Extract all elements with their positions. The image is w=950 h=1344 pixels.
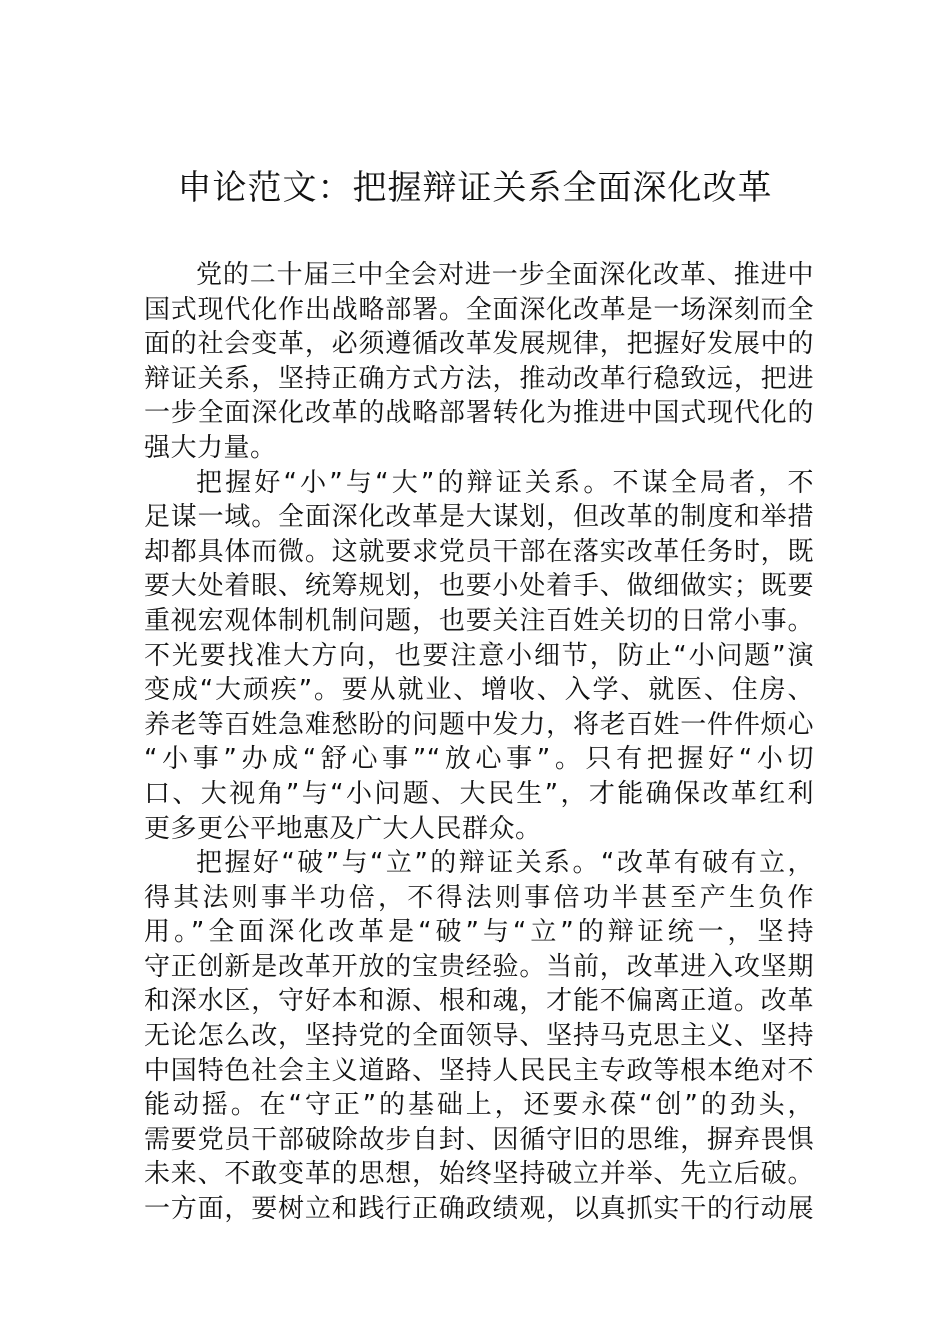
text-line: 养老等百姓急难愁盼的问题中发力，将老百姓一件件烦心 — [144, 709, 814, 740]
text-line: “小事”办成“舒心事”“放心事”。只有把握好“小切 — [144, 744, 814, 775]
text-line: 得其法则事半功倍，不得法则事倍功半甚至产生负作 — [144, 882, 814, 913]
text-line: 把握好“小”与“大”的辩证关系。不谋全局者，不 — [196, 467, 814, 498]
document-body — [144, 258, 814, 1227]
text-line: 要大处着眼、统筹规划，也要小处着手、做细做实；既要 — [144, 571, 814, 602]
text-line: 用。”全面深化改革是“破”与“立”的辩证统一，坚持 — [144, 917, 814, 948]
text-line: 一步全面深化改革的战略部署转化为推进中国式现代化的 — [144, 398, 814, 429]
text-line: 更多更公平地惠及广大人民群众。 — [144, 813, 542, 844]
document-title: 申论范文：把握辩证关系全面深化改革 — [177, 168, 773, 208]
text-line: 面的社会变革，必须遵循改革发展规律，把握好发展中的 — [144, 329, 814, 360]
text-line: 一方面，要树立和践行正确政绩观，以真抓实干的行动展 — [144, 1194, 814, 1225]
text-line: 无论怎么改，坚持党的全面领导、坚持马克思主义、坚持 — [144, 1021, 814, 1052]
text-line: 口、大视角”与“小问题、大民生”，才能确保改革红利 — [144, 778, 814, 809]
text-line: 守正创新是改革开放的宝贵经验。当前，改革进入攻坚期 — [144, 951, 814, 982]
text-line: 需要党员干部破除故步自封、因循守旧的思维，摒弃畏惧 — [144, 1124, 814, 1155]
text-line: 重视宏观体制机制问题，也要关注百姓关切的日常小事。 — [144, 605, 814, 636]
text-line: 中国特色社会主义道路、坚持人民民主专政等根本绝对不 — [144, 1055, 814, 1086]
text-line: 国式现代化作出战略部署。全面深化改革是一场深刻而全 — [144, 294, 814, 325]
text-line: 辩证关系，坚持正确方式方法，推动改革行稳致远，把进 — [144, 363, 814, 394]
text-line: 把握好“破”与“立”的辩证关系。“改革有破有立， — [196, 848, 814, 879]
text-line: 能动摇。在“守正”的基础上，还要永葆“创”的劲头， — [144, 1090, 814, 1121]
text-line: 变成“大顽疾”。要从就业、增收、入学、就医、住房、 — [144, 675, 814, 706]
text-line: 未来、不敢变革的思想，始终坚持破立并举、先立后破。 — [144, 1159, 814, 1190]
text-line: 却都具体而微。这就要求党员干部在落实改革任务时，既 — [144, 536, 814, 567]
text-line: 党的二十届三中全会对进一步全面深化改革、推进中 — [196, 260, 814, 290]
text-line: 强大力量。 — [144, 432, 277, 463]
text-line: 和深水区，守好本和源、根和魂，才能不偏离正道。改革 — [144, 986, 814, 1017]
text-line: 足谋一域。全面深化改革是大谋划，但改革的制度和举措 — [144, 502, 814, 533]
text-line: 不光要找准大方向，也要注意小细节，防止“小问题”演 — [144, 640, 814, 671]
